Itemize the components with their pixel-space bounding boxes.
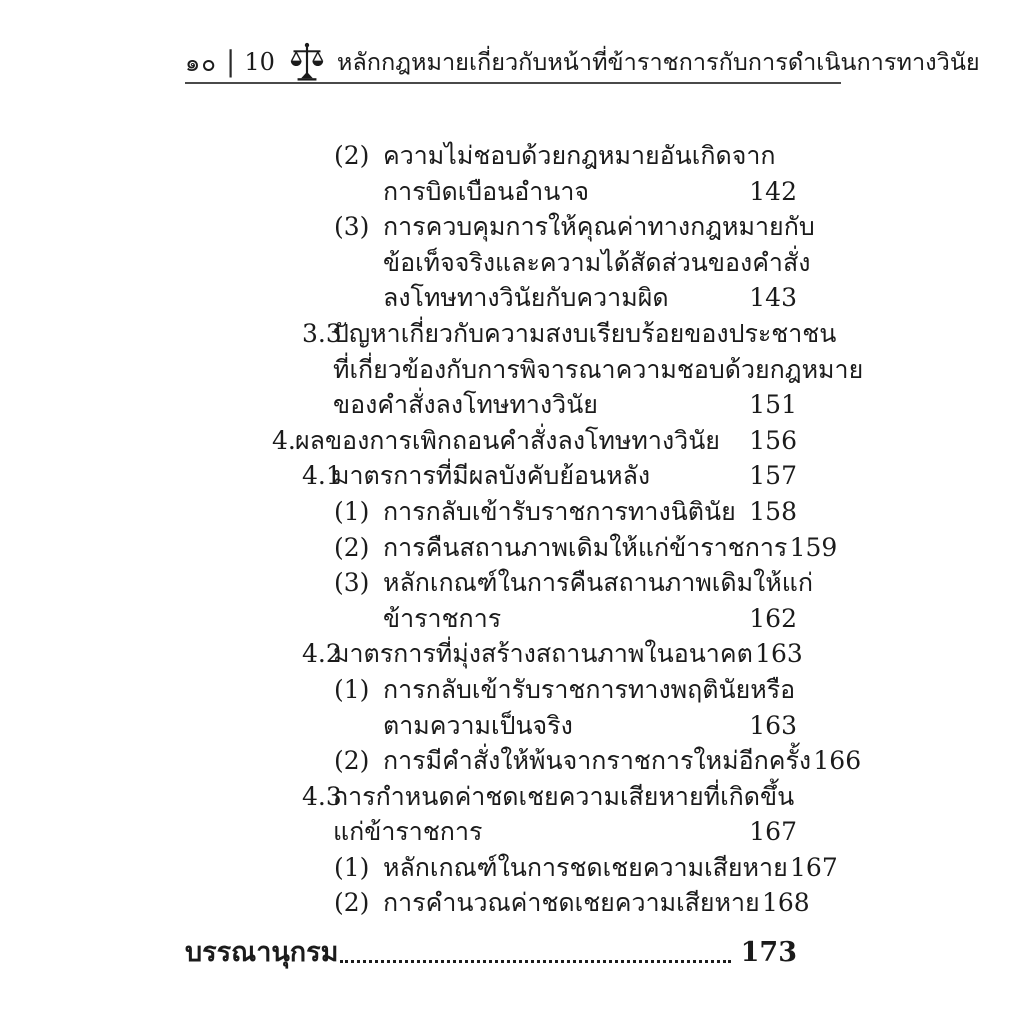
bibliography-page-number: 173 <box>740 937 797 968</box>
toc-item-text: ความไม่ชอบด้วยกฎหมายอันเกิดจาก <box>383 141 776 170</box>
toc-row <box>185 138 797 174</box>
toc-row <box>185 743 862 779</box>
toc-item-text: การบิดเบือนอำนาจ <box>383 176 590 206</box>
toc-list <box>185 138 864 921</box>
toc-item-text: หลักเกณฑ์ในการคืนสถานภาพเดิมให้แก่ <box>383 568 813 598</box>
scales-of-justice-icon <box>289 42 325 82</box>
toc-item-text: แก่ข้าราชการ <box>333 817 483 847</box>
toc-item-text: หลักเกณฑ์ในการชดเชยความเสียหาย <box>383 852 788 882</box>
toc-page-number: 156 <box>749 425 797 455</box>
toc-row <box>185 565 813 601</box>
toc-row <box>185 601 797 637</box>
toc-row <box>185 458 797 494</box>
toc-row <box>185 387 797 423</box>
toc-page-number: 159 <box>789 532 838 562</box>
toc-row <box>185 174 797 210</box>
toc-row <box>185 423 797 459</box>
toc-item-text: ข้อเท็จจริงและความได้สัดส่วนของคำสั่ง <box>383 247 811 277</box>
toc-page-number: 158 <box>749 496 797 526</box>
toc-item-text: การมีคำสั่งให้พ้นจากราชการใหม่อีกครั้ง <box>383 746 812 776</box>
toc-page-number: 162 <box>749 603 797 633</box>
toc-item-text: ผลของการเพิกถอนคำสั่งลงโทษทางวินัย <box>295 425 720 455</box>
toc-page-number: 168 <box>762 888 810 918</box>
toc-row <box>185 708 797 744</box>
toc-item-number: (3) <box>334 568 370 598</box>
toc-item-number: (2) <box>334 746 370 776</box>
toc-item-text: การกำหนดค่าชดเชยความเสียหายที่เกิดขึ้น <box>333 781 795 811</box>
dotted-leader <box>340 960 730 963</box>
toc-row <box>185 850 838 886</box>
toc-row <box>185 885 810 921</box>
toc-row <box>185 352 864 388</box>
toc-item-text: การควบคุมการให้คุณค่าทางกฎหมายกับ <box>383 212 815 242</box>
bibliography-entry <box>185 933 797 973</box>
header-rule <box>185 82 841 84</box>
toc-row <box>185 209 815 245</box>
toc-item-number: (1) <box>334 674 370 704</box>
toc-row <box>185 672 797 708</box>
running-title: หลักกฎหมายเกี่ยวกับหน้าที่ข้าราชการกับการดำเนินการทางวินัย <box>336 47 980 76</box>
toc-row <box>185 494 797 530</box>
toc-item-number: (2) <box>334 532 370 562</box>
toc-item-text: ของคำสั่งลงโทษทางวินัย <box>333 390 598 420</box>
toc-page-number: 151 <box>749 390 797 420</box>
toc-row <box>185 530 838 566</box>
toc-row <box>185 280 797 316</box>
toc-item-number: 3.3 <box>302 318 342 348</box>
toc-page-number: 142 <box>749 176 797 206</box>
toc-item-number: 4.1 <box>302 461 342 491</box>
toc-page-number: 166 <box>813 746 862 776</box>
toc-row <box>185 814 797 850</box>
toc-item-number: 4.2 <box>302 639 342 669</box>
toc-item-text: มาตรการที่มีผลบังคับย้อนหลัง <box>333 461 651 491</box>
toc-row <box>185 245 811 281</box>
toc-item-text: มาตรการที่มุ่งสร้างสถานภาพในอนาคต <box>333 639 753 669</box>
toc-item-number: (1) <box>334 852 370 882</box>
toc-item-text: ที่เกี่ยวข้องกับการพิจารณาความชอบด้วยกฎหมาย <box>333 354 864 384</box>
toc-page-number: 167 <box>790 852 838 882</box>
toc-row <box>185 636 803 672</box>
toc-item-number: (1) <box>334 496 370 526</box>
toc-page-number: 163 <box>755 639 803 669</box>
toc-item-text: ข้าราชการ <box>383 603 502 633</box>
toc-item-number: (3) <box>334 212 370 242</box>
toc-item-text: การกลับเข้ารับราชการทางพฤตินัยหรือ <box>383 674 796 704</box>
toc-row <box>185 316 837 352</box>
page-number-thai: ๑๐ <box>185 48 217 77</box>
toc-row <box>185 779 797 815</box>
toc-page-number: 157 <box>749 461 797 491</box>
toc-page-number: 143 <box>749 283 797 313</box>
toc-item-text: การคำนวณค่าชดเชยความเสียหาย <box>383 888 760 918</box>
toc-item-number: (2) <box>334 888 370 918</box>
toc-item-number: 4.3 <box>302 781 342 811</box>
toc-item-text: ตามความเป็นจริง <box>383 710 573 740</box>
toc-item-text: การกลับเข้ารับราชการทางนิตินัย <box>383 496 736 526</box>
header-separator: | <box>225 44 236 78</box>
toc-page-number: 167 <box>749 817 797 847</box>
toc-item-text: ปัญหาเกี่ยวกับความสงบเรียบร้อยของประชาชน <box>333 318 837 348</box>
toc-item-text: ลงโทษทางวินัยกับความผิด <box>383 283 669 313</box>
toc-item-text: การคืนสถานภาพเดิมให้แก่ข้าราชการ <box>383 532 788 562</box>
toc-item-number: 4. <box>272 425 296 455</box>
toc-item-number: (2) <box>334 141 370 170</box>
bibliography-label: บรรณานุกรม <box>185 937 339 968</box>
toc-page-number: 163 <box>749 710 797 740</box>
page-header <box>185 42 980 82</box>
page-number-arabic: 10 <box>244 48 275 76</box>
